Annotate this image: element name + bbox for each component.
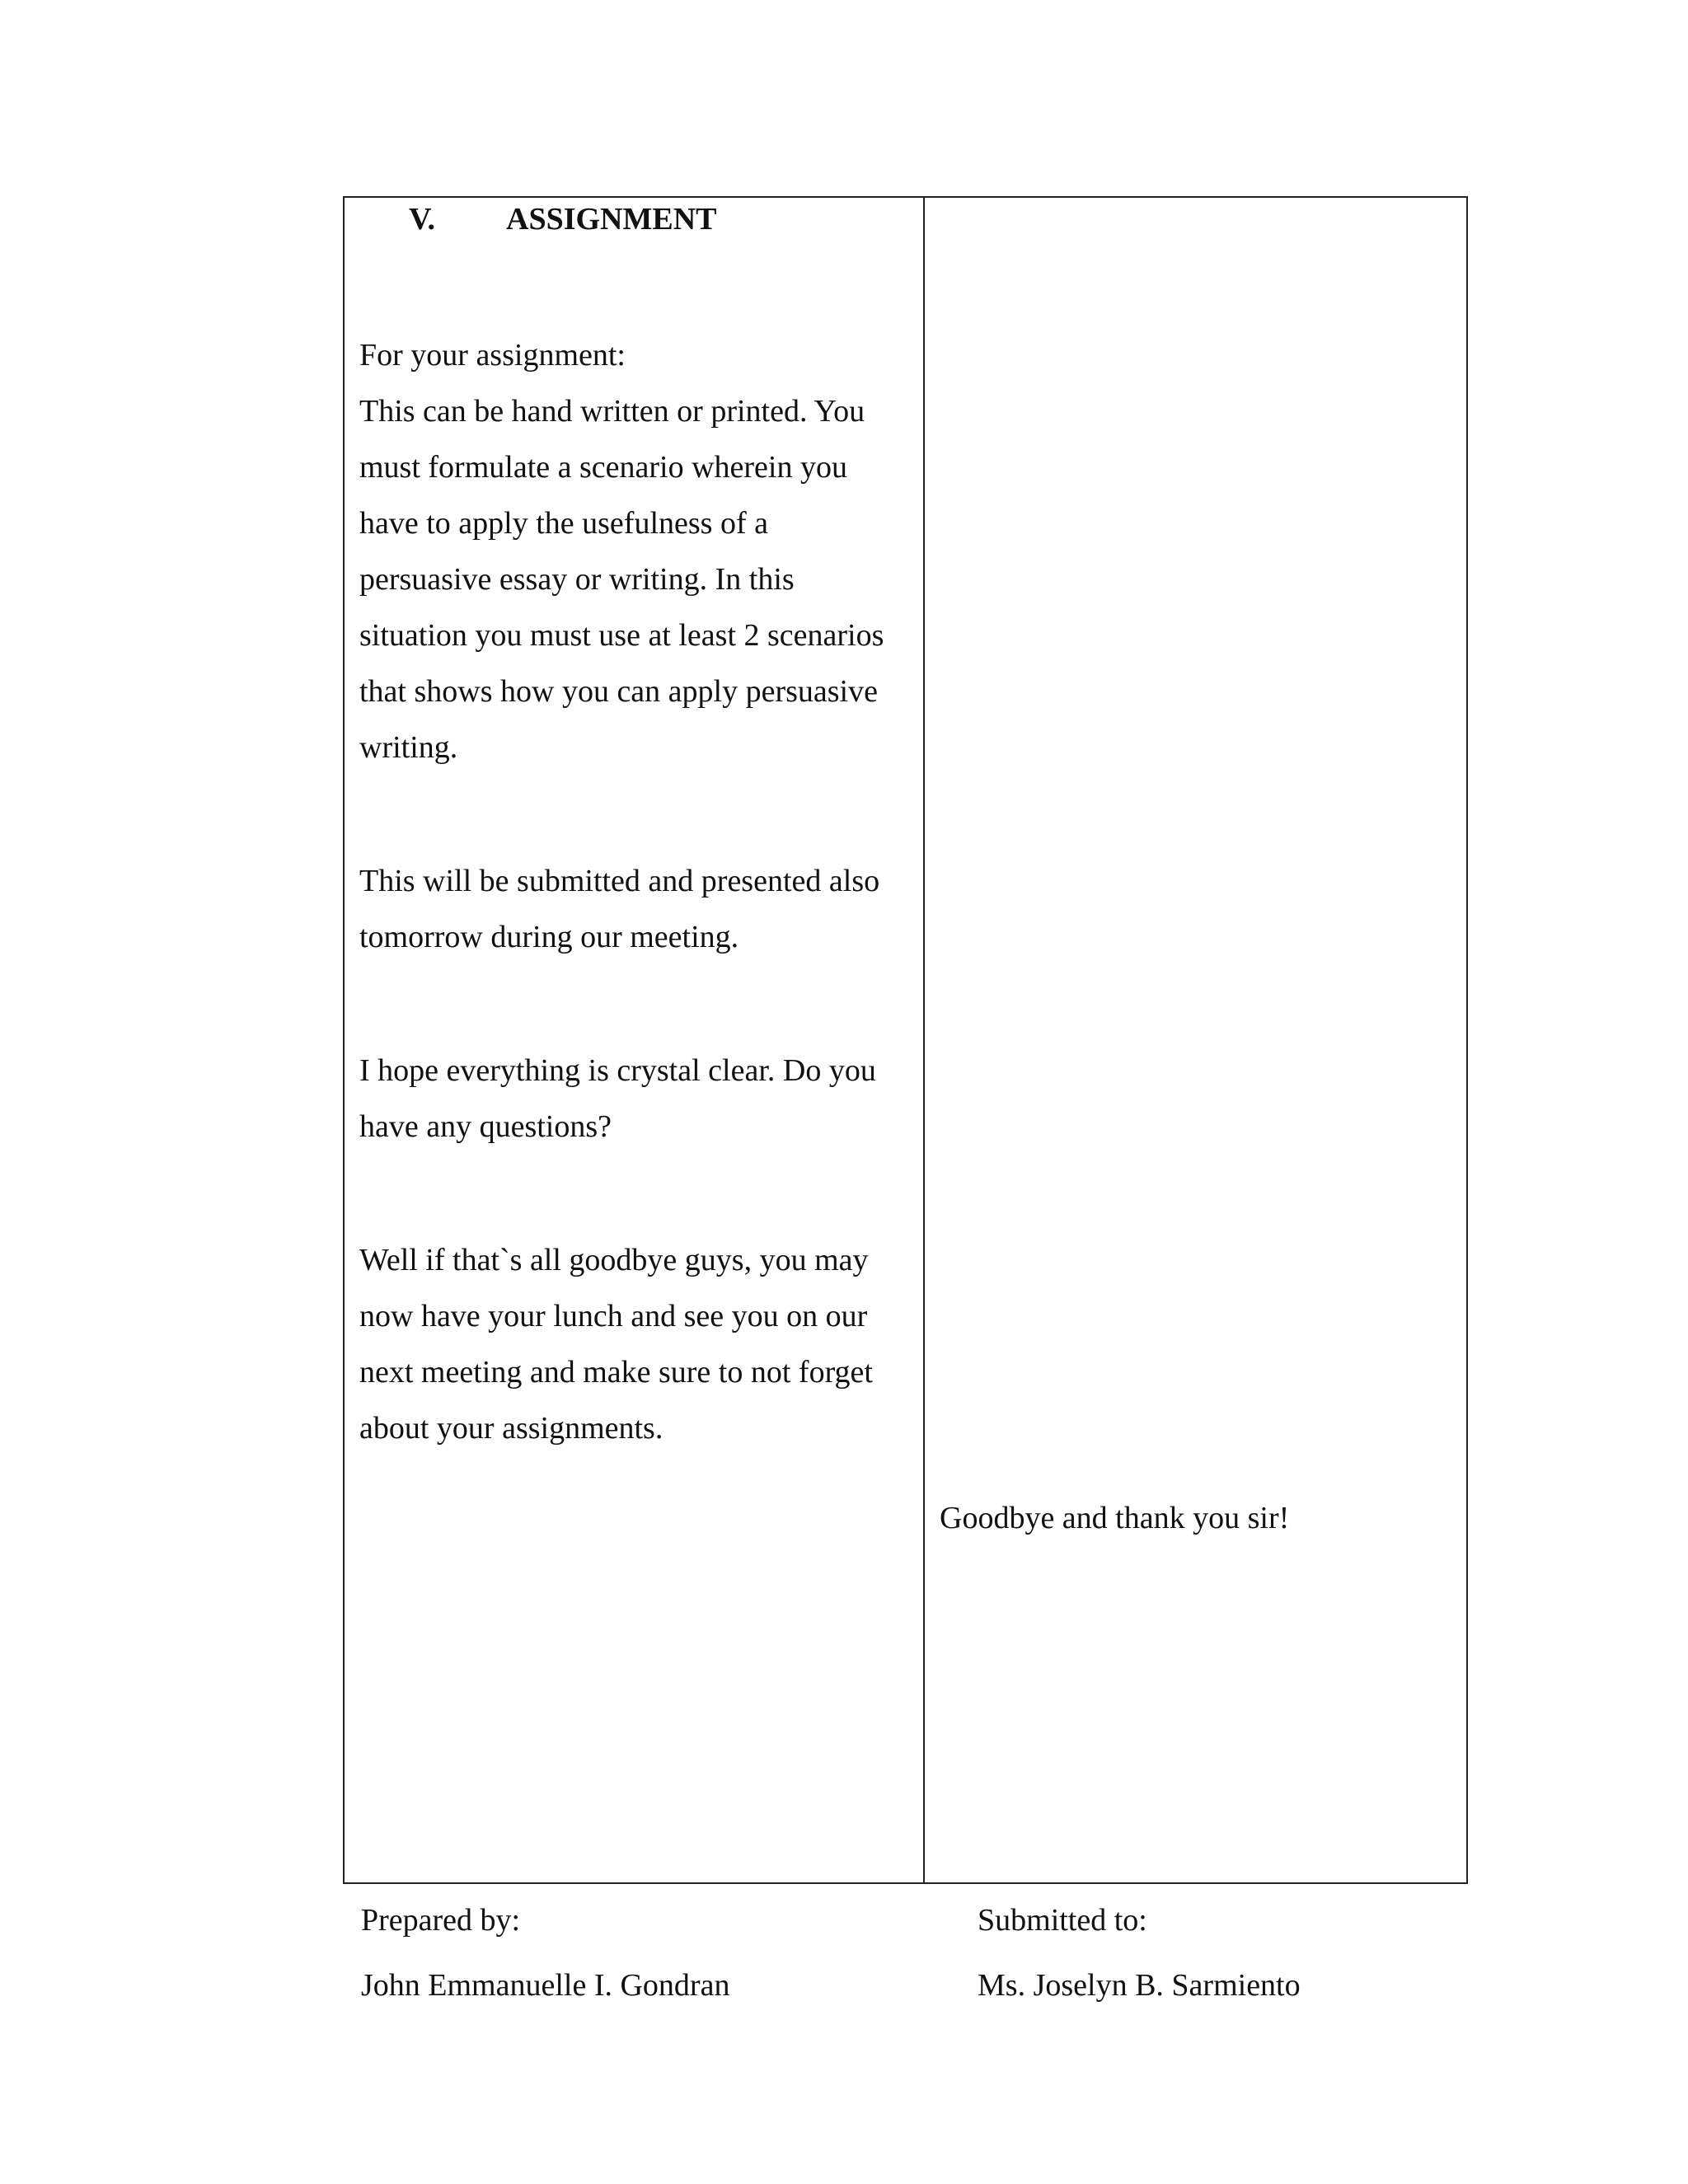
- section-number: V.: [409, 202, 436, 237]
- assignment-paragraph: For your assignment: This can be hand written or printed. You must formulate a scenario wherein you have to apply the usefulness of a persuasive essay or writing. In this situation you must use at least 2 scenarios that shows how you can apply persuasive writing.: [359, 338, 884, 765]
- prepared-by-label: Prepared by:: [361, 1903, 521, 1938]
- prepared-by-block: [361, 1902, 729, 2004]
- recipient-name: Ms. Joselyn B. Sarmiento: [978, 1967, 1301, 2003]
- preparer-name: John Emmanuelle I. Gondran: [361, 1967, 730, 2003]
- student-response: Goodbye and thank you sir!: [940, 1501, 1290, 1535]
- submitted-to-label: Submitted to:: [978, 1903, 1147, 1938]
- questions-paragraph: I hope everything is crystal clear. Do you have any questions?: [359, 1053, 876, 1144]
- section-title: ASSIGNMENT: [506, 202, 717, 237]
- lesson-plan-table: [343, 196, 1468, 1884]
- teacher-activity-column: [345, 198, 925, 1882]
- submitted-to-block: [978, 1902, 1301, 2004]
- student-activity-column: [925, 198, 1466, 1882]
- section-heading: [409, 201, 717, 239]
- teacher-instructions: [359, 327, 920, 1456]
- submission-paragraph: This will be submitted and presented also tomorrow during our meeting.: [359, 864, 880, 954]
- closing-paragraph: Well if that`s all goodbye guys, you may now have your lunch and see you on our next meeting and make sure to not forget about your assignments.: [359, 1243, 873, 1446]
